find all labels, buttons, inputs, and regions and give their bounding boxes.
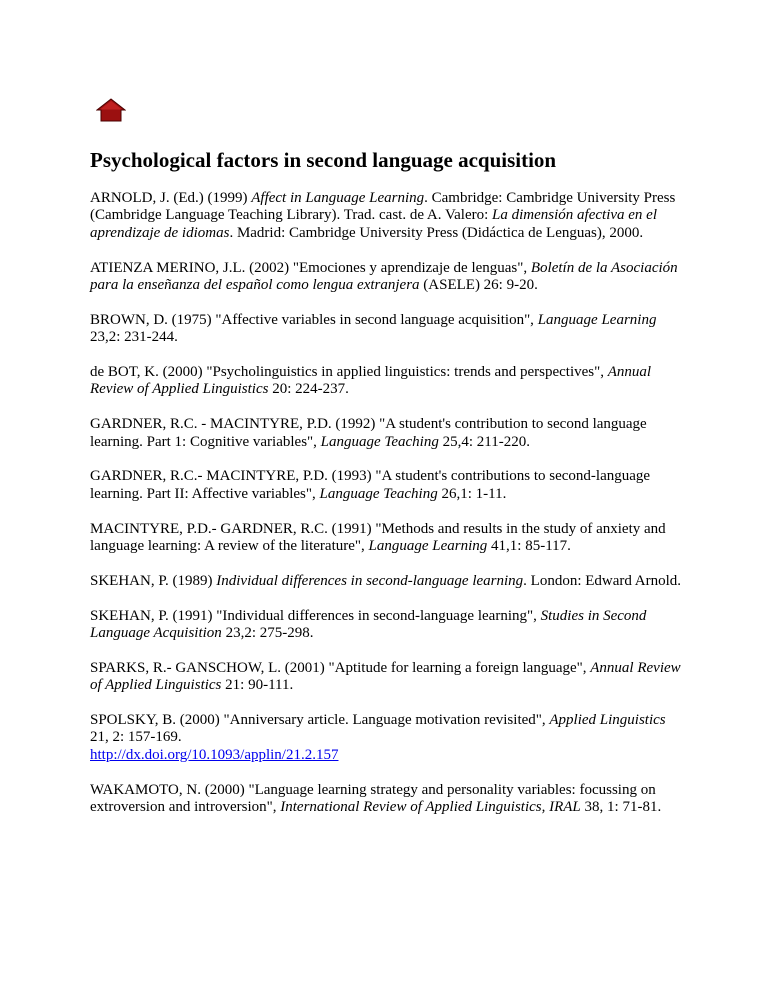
reference-text: (ASELE) 26: 9-20. <box>419 277 538 294</box>
reference-item <box>90 260 682 295</box>
reference-text: 21, 2: 157-169. <box>90 729 182 746</box>
reference-source-title: Annual Review of Applied Linguistics <box>90 364 652 398</box>
reference-source-title: International Review of Applied Linguistics, IRAL <box>280 799 581 816</box>
reference-source-title: Language Teaching <box>319 485 438 502</box>
reference-list <box>90 190 682 834</box>
reference-text: 21: 90-111. <box>221 677 294 694</box>
reference-text: 23,2: 275-298. <box>221 625 314 642</box>
reference-item <box>90 416 682 451</box>
reference-text: 41,1: 85-117. <box>487 538 571 555</box>
reference-text: . Cambridge: Cambridge University Press (Cambridge Language Teaching Library). Trad. cast. de A. Valero: <box>90 190 676 224</box>
reference-text: de BOT, K. (2000) "Psycholinguistics in applied linguistics: trends and perspectives", <box>90 364 608 381</box>
reference-item <box>90 782 682 817</box>
reference-text: SKEHAN, P. (1991) "Individual differences in second-language learning", <box>90 607 541 624</box>
reference-source-title: Applied Linguistics <box>549 712 666 729</box>
reference-source-title: Language Learning <box>368 538 488 555</box>
reference-source-title: Studies in Second Language Acquisition <box>90 607 647 642</box>
reference-text: . London: Edward Arnold. <box>523 572 682 589</box>
reference-text: BROWN, D. (1975) "Affective variables in second language acquisition", <box>90 311 538 328</box>
reference-item <box>90 660 682 695</box>
reference-text: . Madrid: Cambridge University Press (Didáctica de Lenguas), 2000. <box>229 224 644 241</box>
reference-text: SPOLSKY, B. (2000) "Anniversary article. Language motivation revisited", <box>90 712 550 729</box>
reference-source-title: La dimensión afectiva en el aprendizaje de idiomas <box>90 207 658 241</box>
reference-source-title: Individual differences in second-language learning <box>216 572 524 589</box>
reference-text: SPARKS, R.- GANSCHOW, L. (2001) "Aptitude for learning a foreign language", <box>90 659 591 676</box>
reference-item <box>90 608 682 643</box>
reference-item <box>90 468 682 503</box>
reference-text: ARNOLD, J. (Ed.) (1999) <box>90 190 252 206</box>
reference-text: MACINTYRE, P.D.- GARDNER, R.C. (1991) "Methods and results in the study of anxiety and language learning: A review of the literature", <box>90 520 666 555</box>
reference-source-title: Boletín de la Asociación para la enseñanza del español como lengua extranjera <box>90 259 678 294</box>
reference-source-title: Language Teaching <box>320 433 439 450</box>
page-title: Psychological factors in second language acquisition <box>90 148 557 172</box>
reference-text: 23,2: 231-244. <box>90 329 178 346</box>
reference-item <box>90 573 682 590</box>
reference-item <box>90 712 682 764</box>
reference-text: ATIENZA MERINO, J.L. (2002) "Emociones y aprendizaje de lenguas", <box>90 259 531 276</box>
reference-text: 38, 1: 71-81. <box>580 799 662 816</box>
reference-item <box>90 312 682 347</box>
reference-item <box>90 521 682 556</box>
reference-text: 20: 224-237. <box>268 381 349 398</box>
reference-source-title: Language Learning <box>537 311 657 328</box>
home-icon[interactable] <box>96 98 126 122</box>
reference-text: 26,1: 1-11. <box>437 485 507 502</box>
reference-text: 25,4: 211-220. <box>438 433 530 450</box>
reference-source-title: Annual Review of Applied Linguistics <box>90 659 681 694</box>
reference-text: GARDNER, R.C.- MACINTYRE, P.D. (1993) "A student's contributions to second-language learning. Part II: Affective variables", <box>90 468 651 502</box>
reference-source-title: Affect in Language Learning <box>251 190 425 206</box>
doi-link[interactable]: http://dx.doi.org/10.1093/applin/21.2.157 <box>90 746 339 763</box>
reference-item <box>90 364 682 399</box>
reference-text: WAKAMOTO, N. (2000) "Language learning strategy and personality variables: focussing on extroversion and introversion", <box>90 781 656 816</box>
reference-text: SKEHAN, P. (1989) <box>90 572 217 589</box>
reference-text: GARDNER, R.C. - MACINTYRE, P.D. (1992) "A student's contribution to second language learning. Part 1: Cognitive variables", <box>90 416 647 450</box>
reference-item <box>90 190 682 242</box>
